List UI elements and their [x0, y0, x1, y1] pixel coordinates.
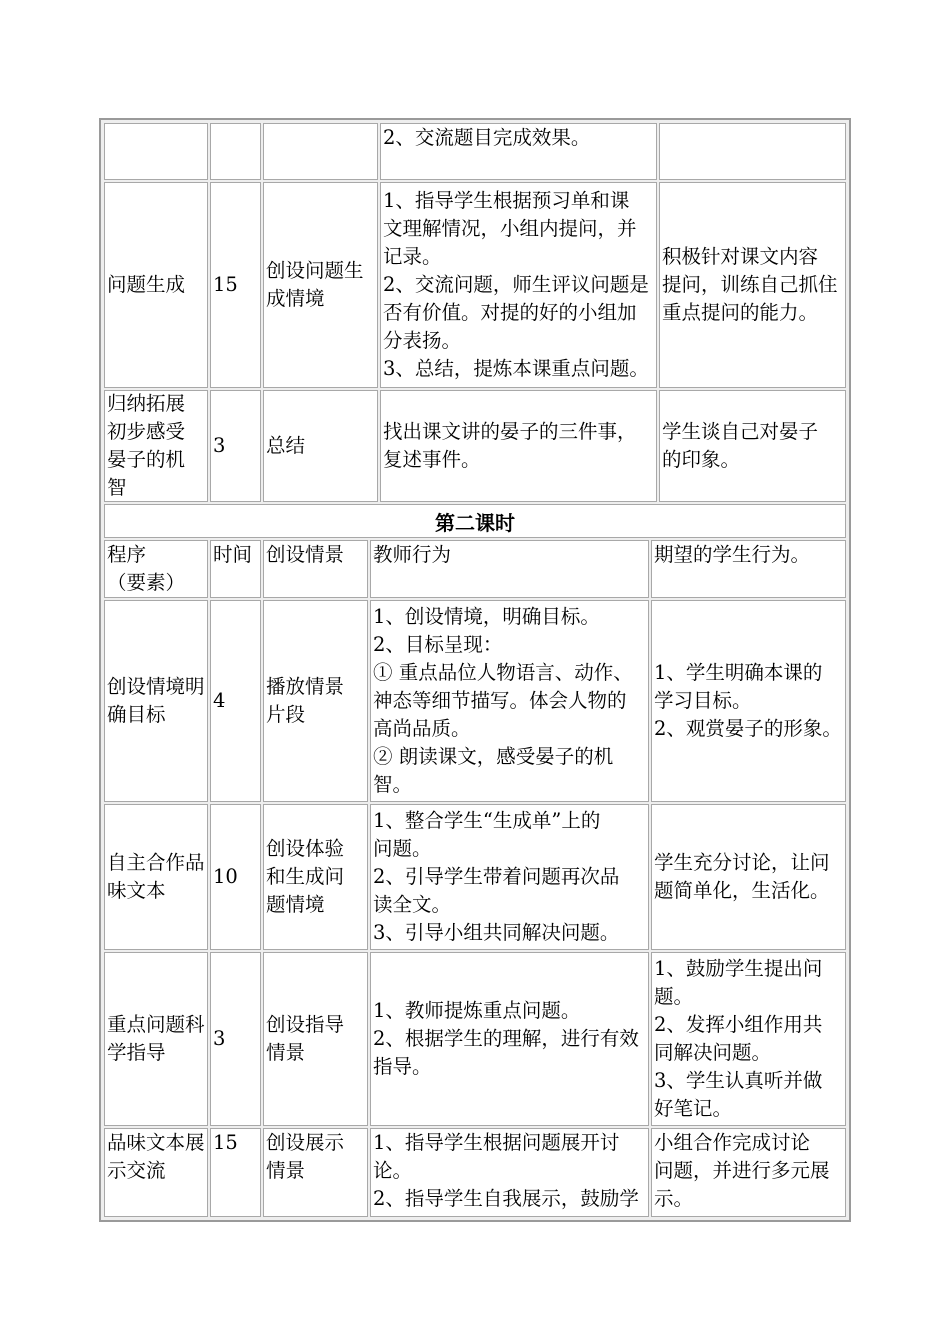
cell-text: 1、学生明确本课的 — [654, 661, 823, 684]
table-cell-student-behavior — [651, 804, 846, 950]
table-cell-scenario — [263, 804, 368, 950]
cell-text: 1、创设情境，明确目标。 — [373, 605, 600, 628]
cell-text: 片段 — [266, 703, 306, 726]
table-cell-procedure — [104, 804, 208, 950]
cell-text: 3、总结，提炼本课重点问题。 — [383, 357, 649, 380]
table-cell-teacher-behavior — [370, 952, 649, 1126]
table-cell-student-behavior — [659, 123, 846, 180]
table-cell-teacher-behavior — [370, 1128, 649, 1217]
cell-text: 题简单化，生活化。 — [654, 879, 830, 902]
cell-text: 创设展示 — [266, 1131, 345, 1154]
cell-text: 情景 — [266, 1041, 306, 1064]
cell-text: 2、交流问题，师生评议问题是 — [383, 273, 649, 296]
cell-text: 高尚品质。 — [373, 717, 471, 740]
cell-text: 记录。 — [383, 245, 442, 268]
cell-text: 找出课文讲的晏子的三件事， — [383, 420, 637, 443]
cell-text: 1、指导学生根据问题展开讨 — [373, 1131, 620, 1154]
header-text: 创设情景 — [266, 543, 345, 566]
cell-text: 播放情景 — [266, 675, 345, 698]
table-cell-scenario — [263, 952, 368, 1126]
cell-text: 示交流 — [107, 1159, 166, 1182]
table-cell-procedure — [104, 390, 208, 502]
cell-text: 论。 — [373, 1159, 413, 1182]
table-cell-scenario — [263, 123, 378, 180]
cell-text: 2、根据学生的理解，进行有效 — [373, 1027, 639, 1050]
cell-text: 3 — [213, 1027, 226, 1050]
table-cell-student-behavior — [651, 600, 846, 802]
cell-text: 2、交流题目完成效果。 — [383, 126, 591, 149]
cell-text: 问题生成 — [107, 273, 186, 296]
cell-text: 同解决问题。 — [654, 1041, 772, 1064]
header-text: 程序 — [107, 543, 147, 566]
cell-text: 4 — [213, 689, 226, 712]
cell-text: 学生充分讨论，让问 — [654, 851, 830, 874]
cell-text: 15 — [213, 1131, 238, 1154]
cell-text: 1、教师提炼重点问题。 — [373, 999, 581, 1022]
table-cell-procedure — [104, 123, 208, 180]
table-cell-procedure — [104, 952, 208, 1126]
cell-text: 10 — [213, 865, 238, 888]
cell-text: ① 重点品位人物语言、动作、 — [373, 661, 633, 684]
table-cell-scenario — [263, 182, 378, 388]
cell-text: 2、指导学生自我展示，鼓励学 — [373, 1187, 639, 1210]
table-cell-student-behavior — [659, 390, 846, 502]
cell-text: 情景 — [266, 1159, 306, 1182]
cell-text: 示。 — [654, 1187, 694, 1210]
table-cell-procedure — [104, 182, 208, 388]
header-text: 期望的学生行为。 — [654, 543, 811, 566]
table-cell-time — [210, 600, 261, 802]
cell-text: 指导。 — [373, 1055, 432, 1078]
table-cell-time — [210, 123, 261, 180]
cell-text: 文理解情况，小组内提问，并 — [383, 217, 637, 240]
table-cell-teacher-behavior — [380, 182, 657, 388]
table-cell-time — [210, 952, 261, 1126]
cell-text: 创设指导 — [266, 1013, 345, 1036]
cell-text: 神态等细节描写。体会人物的 — [373, 689, 627, 712]
cell-text: 读全文。 — [373, 893, 452, 916]
cell-text: 创设情境明 — [107, 675, 205, 698]
cell-text: 好笔记。 — [654, 1097, 733, 1120]
cell-text: 2、发挥小组作用共 — [654, 1013, 823, 1036]
cell-text: 3 — [213, 434, 226, 457]
cell-text: 2、观赏晏子的形象。 — [654, 717, 842, 740]
cell-text: 初步感受 — [107, 420, 186, 443]
cell-text: 自主合作品 — [107, 851, 205, 874]
cell-text: 智 — [107, 476, 127, 499]
header-scenario — [263, 540, 368, 598]
cell-text: 否有价值。对提的好的小组加 — [383, 301, 637, 324]
cell-text: 分表扬。 — [383, 329, 462, 352]
table-cell-time — [210, 390, 261, 502]
table-cell-student-behavior — [651, 952, 846, 1126]
cell-text: 复述事件。 — [383, 448, 481, 471]
table-cell-time — [210, 804, 261, 950]
table-cell-student-behavior — [659, 182, 846, 388]
cell-text: 提问，训练自己抓住 — [662, 273, 838, 296]
cell-text: 2、目标呈现： — [373, 633, 503, 656]
header-procedure — [104, 540, 208, 598]
header-teacher-behavior — [370, 540, 649, 598]
cell-text: 成情境 — [266, 287, 325, 310]
cell-text: 题。 — [654, 985, 694, 1008]
table-cell-teacher-behavior — [370, 600, 649, 802]
table-cell-teacher-behavior — [370, 804, 649, 950]
cell-text: 和生成问 — [266, 865, 345, 888]
cell-text: 学生谈自己对晏子 — [662, 420, 819, 443]
table-cell-scenario — [263, 600, 368, 802]
cell-text: 积极针对课文内容 — [662, 245, 819, 268]
cell-text: 重点问题科 — [107, 1013, 205, 1036]
cell-text: 智。 — [373, 773, 413, 796]
cell-text: 小组合作完成讨论 — [654, 1131, 811, 1154]
cell-text: 2、引导学生带着问题再次品 — [373, 865, 620, 888]
table-cell-scenario — [263, 1128, 368, 1217]
cell-text: 1、整合学生“生成单”上的 — [373, 809, 601, 832]
cell-text: 品味文本展 — [107, 1131, 205, 1154]
section-title: 第二课时 — [104, 504, 846, 538]
cell-text: 味文本 — [107, 879, 166, 902]
cell-text: 3、引导小组共同解决问题。 — [373, 921, 620, 944]
cell-text: 问题。 — [373, 837, 432, 860]
header-time — [210, 540, 261, 598]
cell-text: 创设问题生 — [266, 259, 364, 282]
cell-text: 总结 — [266, 434, 306, 457]
cell-text: 学习目标。 — [654, 689, 752, 712]
header-student-behavior — [651, 540, 846, 598]
table-cell-student-behavior — [651, 1128, 846, 1217]
table-cell-scenario — [263, 390, 378, 502]
header-text: （要素） — [107, 571, 186, 594]
cell-text: 问题，并进行多元展 — [654, 1159, 830, 1182]
header-text: 时间 — [213, 543, 253, 566]
cell-text: 重点提问的能力。 — [662, 301, 819, 324]
cell-text: 1、指导学生根据预习单和课 — [383, 189, 630, 212]
cell-text: 题情境 — [266, 893, 325, 916]
table-cell-teacher-behavior — [380, 123, 657, 180]
cell-text: 晏子的机 — [107, 448, 186, 471]
table-cell-procedure — [104, 1128, 208, 1217]
cell-text: 1、鼓励学生提出问 — [654, 957, 823, 980]
table-cell-procedure — [104, 600, 208, 802]
cell-text: 的印象。 — [662, 448, 741, 471]
table-cell-time — [210, 182, 261, 388]
table-cell-time — [210, 1128, 261, 1217]
cell-text: ② 朗读课文，感受晏子的机 — [373, 745, 614, 768]
table-cell-teacher-behavior — [380, 390, 657, 502]
cell-text: 3、学生认真听并做 — [654, 1069, 823, 1092]
cell-text: 15 — [213, 273, 238, 296]
header-text: 教师行为 — [373, 543, 452, 566]
cell-text: 归纳拓展 — [107, 392, 186, 415]
cell-text: 创设体验 — [266, 837, 345, 860]
cell-text: 学指导 — [107, 1041, 166, 1064]
cell-text: 确目标 — [107, 703, 166, 726]
